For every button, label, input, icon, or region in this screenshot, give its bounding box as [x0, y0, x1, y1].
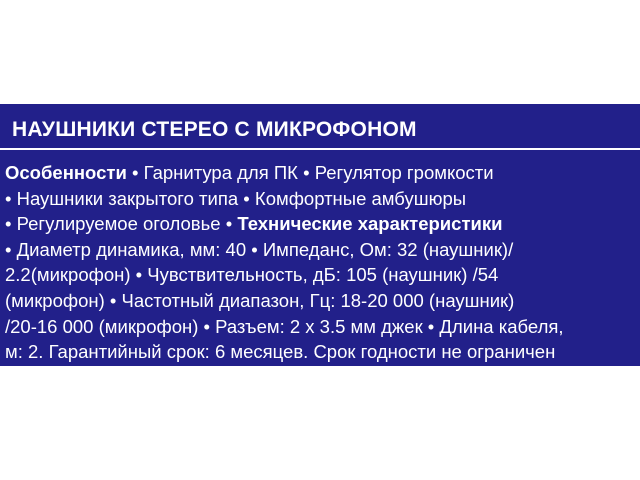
description-text: • Гарнитура для ПК • Регулятор громкости: [126, 162, 494, 183]
description-text: /20-16 000 (микрофон) • Разъем: 2 x 3.5 мм джек • Длина кабеля,: [5, 315, 564, 337]
product-description: [5, 160, 637, 365]
description-line-1: [5, 160, 637, 186]
features-heading: Особенности: [5, 162, 127, 183]
description-text: • Регулируемое оголовье •: [5, 213, 238, 235]
description-line-2: [5, 186, 637, 212]
specs-heading: Технические характеристики: [237, 213, 503, 235]
description-line-7: [5, 314, 637, 340]
description-text: (микрофон) • Частотный диапазон, Гц: 18-20 000 (наушник): [5, 289, 515, 311]
description-line-3: [5, 211, 637, 237]
title-divider: [0, 148, 640, 150]
description-text: • Диаметр динамика, мм: 40 • Импеданс, Ом: 32 (наушник)/: [5, 238, 514, 260]
description-line-5: [5, 262, 637, 288]
description-text: 2.2(микрофон) • Чувствительность, дБ: 105 (наушник) /54: [5, 264, 499, 286]
description-line-6: [5, 288, 637, 314]
description-line-4: [5, 237, 637, 263]
product-info-panel: [0, 104, 640, 366]
description-text: м: 2. Гарантийный срок: 6 месяцев. Срок годности не ограничен: [5, 341, 556, 363]
panel-title: НАУШНИКИ СТЕРЕО С МИКРОФОНОМ: [12, 118, 417, 141]
description-text: • Наушники закрытого типа • Комфортные амбушюры: [5, 187, 467, 209]
description-line-8: [5, 339, 637, 365]
